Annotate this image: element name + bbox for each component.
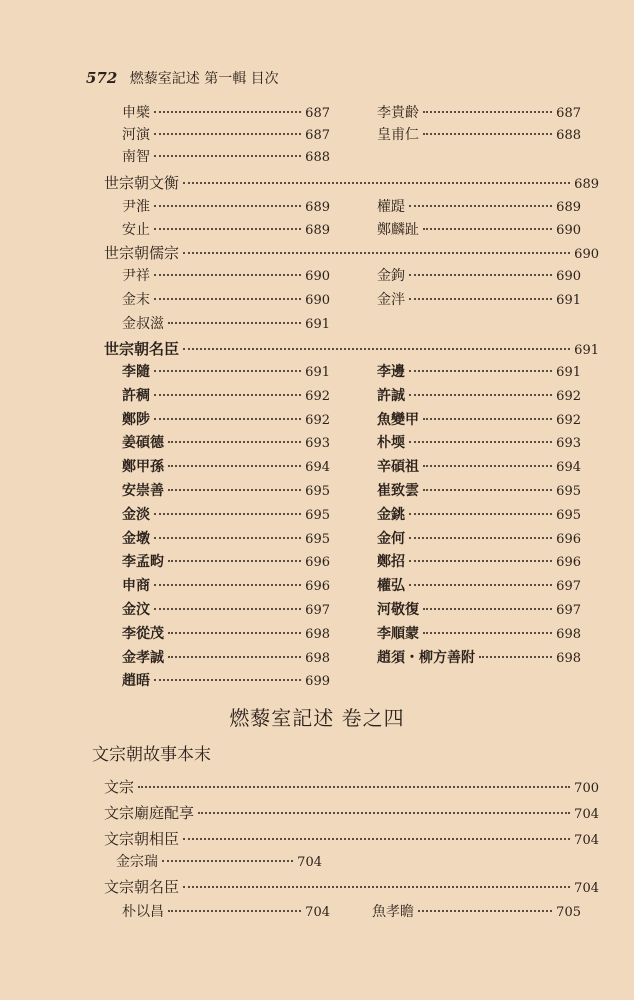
dot-leader xyxy=(409,370,552,372)
entry-page: 687 xyxy=(305,128,330,143)
toc-section xyxy=(0,776,634,798)
entry-name: 金叔滋 xyxy=(122,316,164,332)
entry-name: 李順蒙 xyxy=(377,625,419,642)
dot-leader xyxy=(154,584,301,586)
toc-row xyxy=(0,196,634,218)
dot-leader xyxy=(183,886,570,888)
dot-leader xyxy=(423,608,552,610)
entry-page: 694 xyxy=(556,460,581,476)
entry-name: 鄭甲孫 xyxy=(122,459,164,476)
page-number: 572 xyxy=(86,69,118,87)
entry-name: 世宗朝名臣 xyxy=(104,340,180,358)
entry-name: 李隨 xyxy=(122,364,150,380)
toc-entry xyxy=(122,623,330,643)
entry-name: 金墩 xyxy=(122,530,150,547)
dot-leader xyxy=(154,679,301,681)
toc-entry xyxy=(104,172,599,193)
entry-page: 690 xyxy=(305,269,330,284)
toc-entry xyxy=(122,409,330,429)
entry-page: 695 xyxy=(305,484,330,499)
entry-page: 691 xyxy=(305,365,330,380)
dot-leader xyxy=(423,133,552,135)
entry-name: 李孟畇 xyxy=(122,554,164,571)
entry-name: 李邊 xyxy=(377,364,405,380)
toc-entry xyxy=(122,551,330,571)
toc-entry xyxy=(104,876,599,897)
entry-page: 696 xyxy=(305,579,330,595)
entry-name: 姜碩德 xyxy=(122,435,164,452)
entry-page: 695 xyxy=(556,507,581,523)
toc-entry xyxy=(377,361,581,381)
toc-entry xyxy=(377,219,581,239)
toc-entry xyxy=(122,480,330,500)
dot-leader xyxy=(198,812,570,814)
toc-entry xyxy=(104,802,599,823)
entry-name: 金何 xyxy=(377,530,405,547)
entry-page: 692 xyxy=(305,388,330,404)
entry-name: 尹祥 xyxy=(122,268,150,284)
entry-name: 魚變甲 xyxy=(377,411,419,428)
toc-entry xyxy=(104,828,599,849)
entry-name: 申檗 xyxy=(122,105,150,121)
entry-page: 695 xyxy=(305,507,330,523)
entry-name: 朴以昌 xyxy=(122,904,164,920)
dot-leader xyxy=(183,838,570,840)
toc-entry xyxy=(377,102,581,122)
entry-name: 李從茂 xyxy=(122,625,164,642)
dot-leader xyxy=(423,228,552,230)
dot-leader xyxy=(154,513,301,515)
entry-name: 李貴齡 xyxy=(377,105,419,121)
toc-entry xyxy=(122,575,330,595)
toc-entry xyxy=(104,776,599,797)
entry-page: 704 xyxy=(297,855,322,870)
entry-name: 金宗瑞 xyxy=(116,854,158,870)
entry-page: 704 xyxy=(574,833,599,848)
toc-row xyxy=(0,504,634,526)
entry-page: 698 xyxy=(556,626,581,642)
entry-page: 695 xyxy=(556,484,581,499)
entry-name: 文宗朝相臣 xyxy=(104,830,180,848)
toc-entry xyxy=(122,219,330,239)
toc-entry xyxy=(377,409,581,429)
entry-name: 金鉤 xyxy=(377,268,405,284)
toc-row xyxy=(0,219,634,241)
entry-name: 文宗朝名臣 xyxy=(104,878,180,896)
toc-row xyxy=(0,289,634,311)
dot-leader xyxy=(138,786,570,788)
toc-entry xyxy=(104,338,599,359)
toc-entry xyxy=(377,432,581,452)
dot-leader xyxy=(168,560,301,562)
entry-name: 鄭招 xyxy=(377,554,405,571)
entry-page: 698 xyxy=(556,650,581,666)
entry-name: 金銚 xyxy=(377,506,405,523)
entry-page: 697 xyxy=(556,579,581,595)
entry-page: 698 xyxy=(305,626,330,642)
toc-row xyxy=(0,551,634,573)
volume-title: 燃藜室記述 卷之四 xyxy=(229,706,405,730)
toc-entry xyxy=(122,670,330,690)
dot-leader xyxy=(409,274,552,276)
entry-name: 金泮 xyxy=(377,292,405,308)
toc-entry xyxy=(377,504,581,524)
entry-name: 世宗朝儒宗 xyxy=(104,244,180,262)
entry-page: 687 xyxy=(305,106,330,121)
entry-name: 趙晤 xyxy=(122,673,150,690)
toc-row xyxy=(0,480,634,502)
toc-row xyxy=(0,432,634,454)
entry-page: 691 xyxy=(305,317,330,332)
entry-name: 安止 xyxy=(122,222,150,238)
dot-leader xyxy=(154,298,301,300)
toc-row xyxy=(0,528,634,550)
toc-entry xyxy=(377,551,581,571)
entry-name: 權踶 xyxy=(377,199,405,215)
toc-entry xyxy=(122,361,330,381)
toc-entry xyxy=(122,432,330,452)
dot-leader xyxy=(423,632,552,634)
toc-row xyxy=(0,409,634,431)
dot-leader xyxy=(154,418,301,420)
entry-page: 705 xyxy=(556,905,581,920)
dot-leader xyxy=(409,394,552,396)
toc-entry xyxy=(122,124,330,144)
toc-row xyxy=(0,575,634,597)
entry-page: 692 xyxy=(556,412,581,428)
toc-row xyxy=(0,851,634,873)
toc-row xyxy=(0,456,634,478)
dot-leader xyxy=(409,441,552,443)
entry-page: 692 xyxy=(305,412,330,428)
toc-entry xyxy=(122,196,330,216)
entry-name: 文宗 xyxy=(104,778,135,796)
entry-name: 安崇善 xyxy=(122,483,164,499)
toc-row xyxy=(0,265,634,287)
toc-row xyxy=(0,361,634,383)
entry-page: 704 xyxy=(305,905,330,920)
entry-name: 許稠 xyxy=(122,387,150,404)
entry-page: 693 xyxy=(556,436,581,452)
entry-name: 申商 xyxy=(122,578,150,595)
toc-entry xyxy=(122,102,330,122)
dot-leader xyxy=(154,133,301,135)
dot-leader xyxy=(183,252,570,254)
entry-page: 693 xyxy=(305,436,330,452)
entry-name: 許誠 xyxy=(377,387,405,404)
dot-leader xyxy=(168,632,301,634)
dot-leader xyxy=(183,182,570,184)
entry-name: 魚孝瞻 xyxy=(372,904,414,920)
entry-page: 700 xyxy=(574,781,599,796)
toc-row xyxy=(0,385,634,407)
dot-leader xyxy=(423,489,552,491)
entry-page: 689 xyxy=(305,200,330,215)
toc-entry xyxy=(122,647,330,667)
toc-section xyxy=(0,828,634,850)
dot-leader xyxy=(162,860,293,862)
entry-name: 金淡 xyxy=(122,506,150,523)
dot-leader xyxy=(168,465,301,467)
dot-leader xyxy=(168,656,301,658)
toc-entry xyxy=(377,196,581,216)
entry-name: 金汶 xyxy=(122,602,150,618)
dot-leader xyxy=(409,560,552,562)
dot-leader xyxy=(423,465,552,467)
toc-entry xyxy=(122,528,330,548)
toc-entry xyxy=(122,289,330,309)
toc-entry xyxy=(122,313,330,333)
entry-name: 南智 xyxy=(122,149,150,165)
story-title: 文宗朝故事本末 xyxy=(92,745,211,765)
toc-entry xyxy=(377,124,581,144)
entry-page: 696 xyxy=(305,555,330,571)
toc-entry xyxy=(377,480,581,500)
dot-leader xyxy=(409,205,552,207)
toc-entry xyxy=(122,385,330,405)
entry-name: 世宗朝文衡 xyxy=(104,174,180,192)
entry-page: 689 xyxy=(574,177,599,192)
entry-name: 金孝誠 xyxy=(122,649,164,666)
dot-leader xyxy=(168,910,301,912)
toc-entry xyxy=(122,504,330,524)
toc-entry xyxy=(122,599,330,619)
page-header xyxy=(86,68,279,88)
dot-leader xyxy=(154,370,301,372)
toc-entry xyxy=(377,456,581,476)
dot-leader xyxy=(168,489,301,491)
entry-name: 趙須・柳方善附 xyxy=(377,649,475,666)
toc-entry xyxy=(377,623,581,643)
entry-page: 688 xyxy=(305,150,330,165)
toc-entry xyxy=(122,456,330,476)
entry-page: 691 xyxy=(556,365,581,380)
toc-entry xyxy=(377,385,581,405)
toc-entry xyxy=(377,265,581,285)
entry-page: 690 xyxy=(556,223,581,238)
toc-entry xyxy=(377,289,581,309)
toc-entry xyxy=(372,901,581,921)
dot-leader xyxy=(168,441,301,443)
dot-leader xyxy=(154,608,301,610)
entry-page: 698 xyxy=(305,650,330,666)
entry-page: 695 xyxy=(305,531,330,547)
toc-entry xyxy=(116,851,322,871)
entry-name: 河演 xyxy=(122,127,150,143)
toc-row xyxy=(0,124,634,146)
toc-row xyxy=(0,623,634,645)
dot-leader xyxy=(154,394,301,396)
toc-row xyxy=(0,901,634,923)
entry-page: 697 xyxy=(305,603,330,618)
entry-page: 696 xyxy=(556,555,581,571)
dot-leader xyxy=(154,205,301,207)
dot-leader xyxy=(409,537,552,539)
entry-page: 704 xyxy=(574,881,599,896)
toc-entry xyxy=(377,647,581,667)
toc-row xyxy=(0,102,634,124)
dot-leader xyxy=(154,155,301,157)
dot-leader xyxy=(423,111,552,113)
entry-page: 696 xyxy=(556,531,581,547)
toc-entry xyxy=(377,528,581,548)
entry-page: 704 xyxy=(574,807,599,822)
toc-row xyxy=(0,670,634,692)
entry-page: 688 xyxy=(556,128,581,143)
entry-page: 691 xyxy=(556,293,581,308)
entry-name: 皇甫仁 xyxy=(377,127,419,143)
toc-section xyxy=(0,242,634,264)
dot-leader xyxy=(423,418,552,420)
entry-page: 690 xyxy=(305,293,330,308)
toc-section xyxy=(0,172,634,194)
entry-page: 690 xyxy=(574,247,599,262)
toc-row xyxy=(0,647,634,669)
entry-page: 692 xyxy=(556,388,581,404)
entry-page: 689 xyxy=(556,200,581,215)
dot-leader xyxy=(479,656,552,658)
entry-name: 河敬復 xyxy=(377,602,419,618)
dot-leader xyxy=(154,111,301,113)
entry-page: 690 xyxy=(556,269,581,284)
entry-page: 691 xyxy=(574,343,599,358)
toc-section xyxy=(0,338,634,360)
dot-leader xyxy=(418,910,552,912)
dot-leader xyxy=(409,513,552,515)
entry-name: 文宗廟庭配享 xyxy=(104,804,195,822)
toc-row xyxy=(0,599,634,621)
toc-row xyxy=(0,313,634,335)
dot-leader xyxy=(409,298,552,300)
entry-name: 鄭陟 xyxy=(122,411,150,428)
entry-name: 朴堧 xyxy=(377,435,405,452)
entry-name: 崔致雲 xyxy=(377,483,419,499)
dot-leader xyxy=(168,322,301,324)
toc-entry xyxy=(377,599,581,619)
toc-entry xyxy=(104,242,599,263)
dot-leader xyxy=(154,228,301,230)
entry-page: 689 xyxy=(305,223,330,238)
toc-entry xyxy=(122,901,330,921)
dot-leader xyxy=(183,348,570,350)
toc-section xyxy=(0,876,634,898)
dot-leader xyxy=(154,274,301,276)
toc-entry xyxy=(122,146,330,166)
entry-name: 鄭麟趾 xyxy=(377,222,419,238)
entry-page: 687 xyxy=(556,106,581,121)
entry-page: 699 xyxy=(305,674,330,690)
dot-leader xyxy=(154,537,301,539)
entry-page: 694 xyxy=(305,460,330,476)
entry-name: 辛碩祖 xyxy=(377,459,419,476)
entry-name: 尹淮 xyxy=(122,199,150,215)
dot-leader xyxy=(409,584,552,586)
toc-entry xyxy=(377,575,581,595)
entry-name: 權弘 xyxy=(377,578,405,595)
toc-section xyxy=(0,802,634,824)
entry-name: 金末 xyxy=(122,292,150,308)
toc-row xyxy=(0,146,634,168)
header-title: 燃藜室記述 第一輯 目次 xyxy=(129,71,279,87)
toc-entry xyxy=(122,265,330,285)
entry-page: 697 xyxy=(556,603,581,618)
